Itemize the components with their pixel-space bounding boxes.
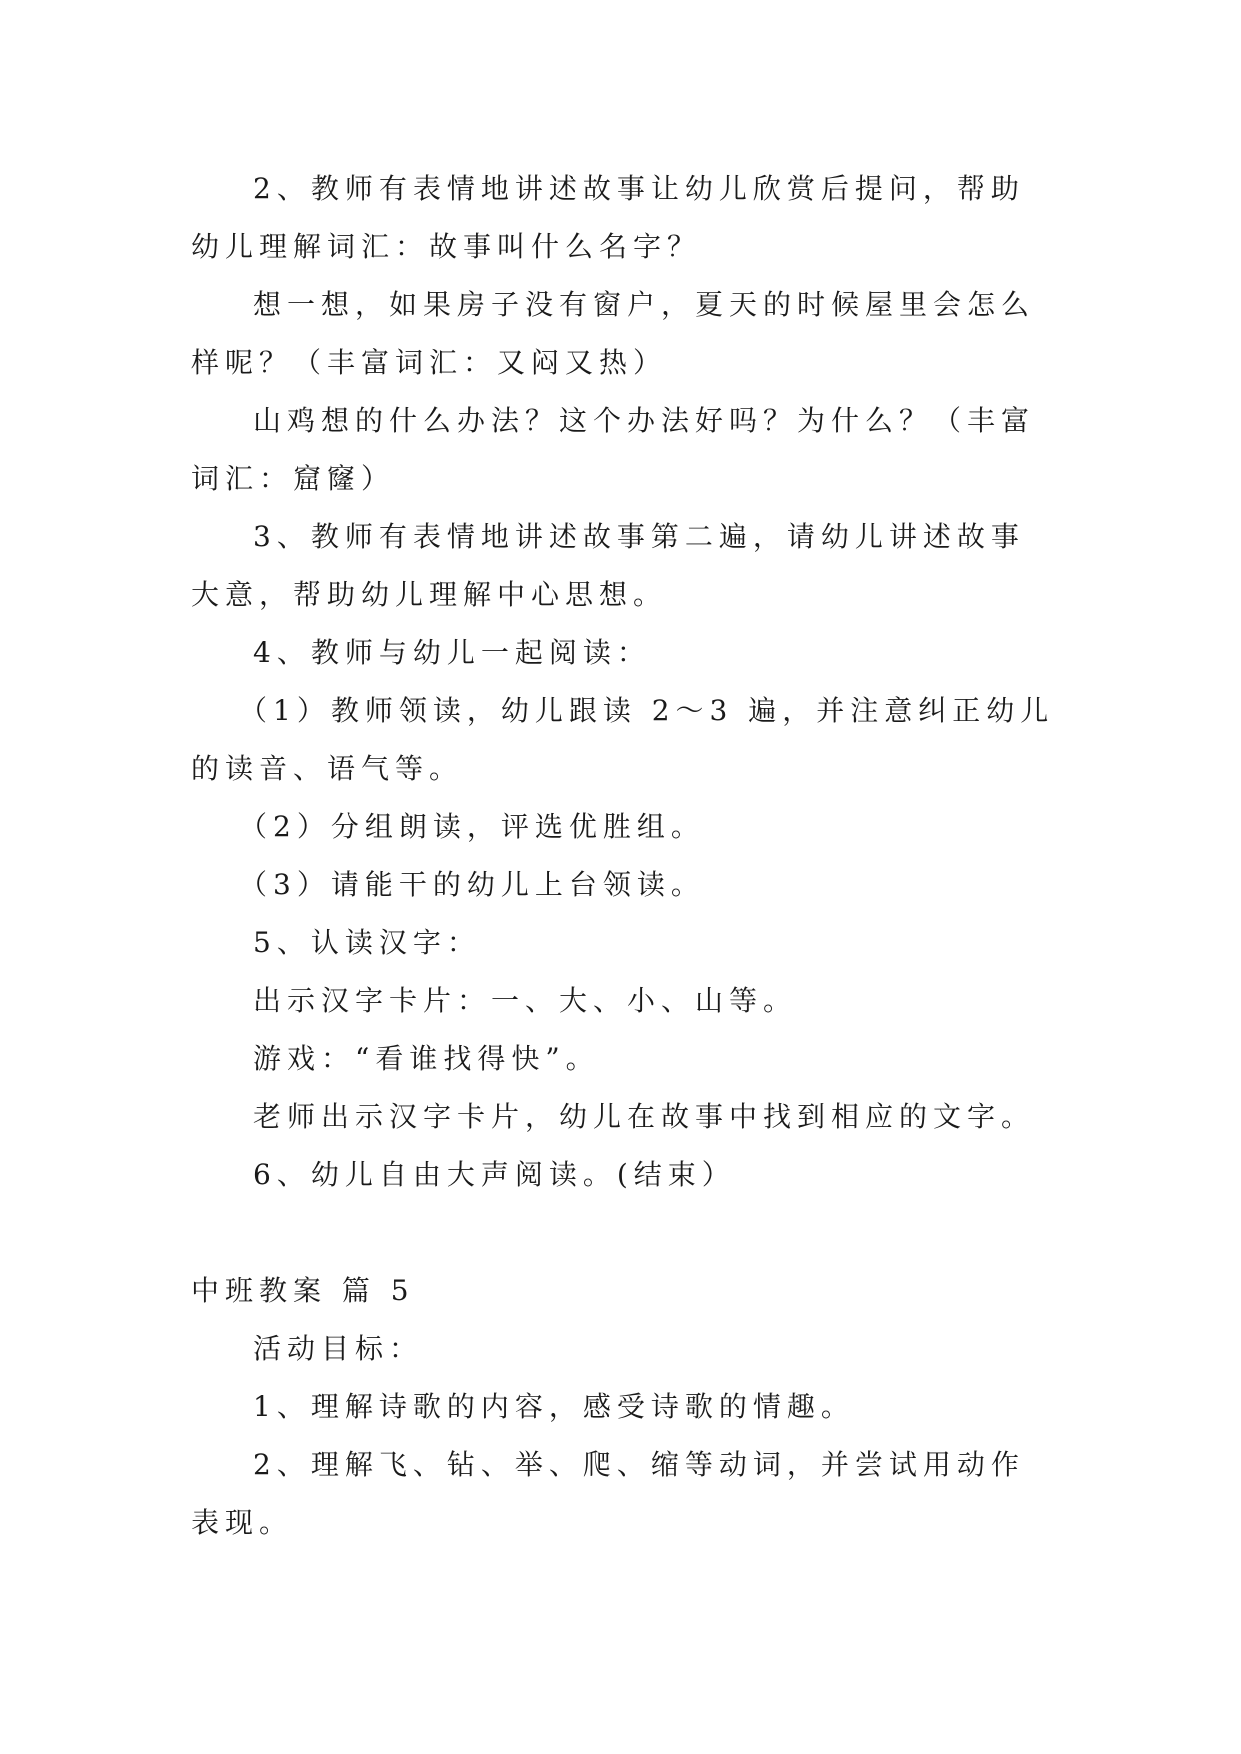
paragraph: 山鸡想的什么办法？这个办法好吗？为什么？（丰富词汇：窟窿） — [191, 404, 1036, 495]
paragraph: （2）分组朗读，评选优胜组。 — [239, 810, 705, 843]
paragraph: 出示汉字卡片：一、大、小、山等。 — [253, 984, 798, 1017]
paragraph: 游戏：“看谁找得快”。 — [253, 1042, 600, 1075]
paragraph: 2、教师有表情地讲述故事让幼儿欣赏后提问，帮助幼儿理解词汇：故事叫什么名字？ — [191, 172, 1025, 263]
paragraph: 1、理解诗歌的内容，感受诗歌的情趣。 — [253, 1390, 855, 1423]
paragraph: 6、幼儿自由大声阅读。(结束） — [253, 1158, 736, 1191]
paragraph: 活动目标： — [253, 1332, 424, 1365]
paragraph: 3、教师有表情地讲述故事第二遍，请幼儿讲述故事大意，帮助幼儿理解中心思想。 — [191, 520, 1025, 611]
paragraph: （3）请能干的幼儿上台领读。 — [239, 868, 705, 901]
section-heading: 中班教案 篇 5 — [191, 1274, 415, 1307]
paragraph: 老师出示汉字卡片，幼儿在故事中找到相应的文字。 — [253, 1100, 1036, 1133]
paragraph: （1）教师领读，幼儿跟读 2～3 遍，并注意纠正幼儿的读音、语气等。 — [191, 694, 1055, 785]
paragraph: 2、理解飞、钻、举、爬、缩等动词，并尝试用动作表现。 — [191, 1448, 1025, 1539]
paragraph: 想一想，如果房子没有窗户，夏天的时候屋里会怎么样呢？（丰富词汇：又闷又热） — [191, 288, 1036, 379]
paragraph: 4、教师与幼儿一起阅读： — [253, 636, 651, 669]
paragraph: 5、认读汉字： — [253, 926, 481, 959]
document-body — [191, 160, 1055, 1552]
